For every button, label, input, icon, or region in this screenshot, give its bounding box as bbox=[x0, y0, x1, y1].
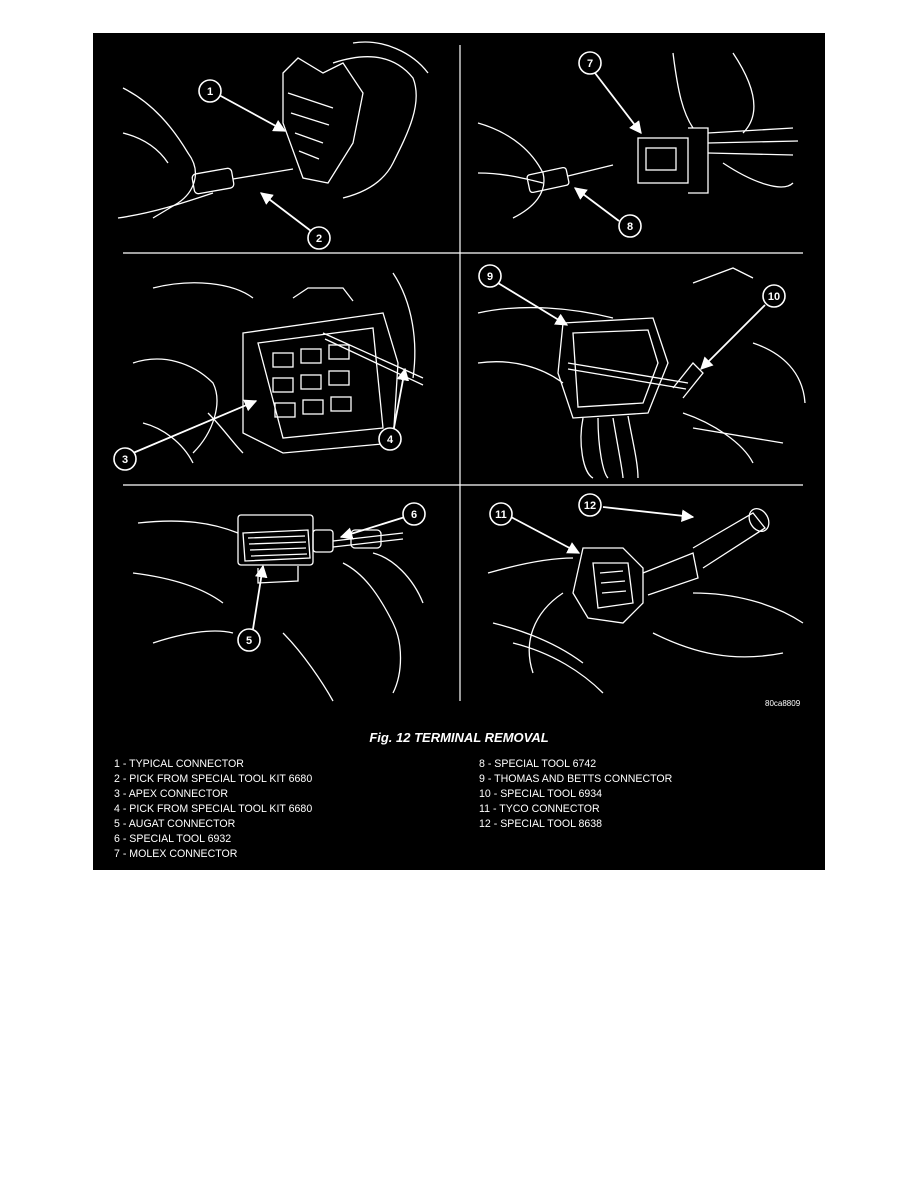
legend-item: 12 - SPECIAL TOOL 8638 bbox=[479, 818, 603, 830]
legend-item: 7 - MOLEX CONNECTOR bbox=[114, 848, 238, 860]
panel-thomas-betts-connector bbox=[478, 268, 805, 478]
callout-label-11: 11 bbox=[495, 509, 507, 521]
legend-item: 10 - SPECIAL TOOL 6934 bbox=[479, 788, 603, 800]
panel-tyco-connector bbox=[488, 505, 803, 693]
callout-arrows bbox=[133, 73, 765, 629]
legend-item: 9 - THOMAS AND BETTS CONNECTOR bbox=[479, 773, 673, 785]
callout-label-1: 1 bbox=[206, 86, 214, 98]
legend-item: 5 - AUGAT CONNECTOR bbox=[114, 818, 236, 830]
legend-item: 11 - TYCO CONNECTOR bbox=[479, 803, 600, 815]
callout-label-4: 4 bbox=[386, 434, 394, 446]
legend-left-column bbox=[114, 757, 312, 862]
callout-label-3: 3 bbox=[121, 454, 129, 466]
legend-right-column bbox=[479, 757, 672, 832]
callout-label-6: 6 bbox=[410, 509, 418, 521]
legend-item: 2 - PICK FROM SPECIAL TOOL KIT 6680 bbox=[114, 773, 313, 785]
callout-label-7: 7 bbox=[586, 58, 594, 70]
legend-item: 6 - SPECIAL TOOL 6932 bbox=[114, 833, 232, 845]
legend-item: 8 - SPECIAL TOOL 6742 bbox=[479, 758, 597, 770]
callout-label-8: 8 bbox=[626, 221, 634, 233]
callout-label-12: 12 bbox=[583, 500, 597, 512]
panel-dividers bbox=[123, 45, 803, 701]
legend-item: 1 - TYPICAL CONNECTOR bbox=[114, 758, 244, 770]
callout-circles bbox=[114, 52, 785, 651]
callout-label-2: 2 bbox=[315, 233, 323, 245]
figure-reference-code: 80ca8809 bbox=[765, 699, 801, 708]
figure-caption: Fig. 12 TERMINAL REMOVAL bbox=[369, 730, 549, 745]
callout-label-9: 9 bbox=[486, 271, 494, 283]
callout-label-10: 10 bbox=[767, 291, 781, 303]
legend-item: 3 - APEX CONNECTOR bbox=[114, 788, 229, 800]
terminal-removal-figure bbox=[93, 33, 825, 870]
panel-augat-connector bbox=[133, 515, 423, 701]
panel-molex-connector bbox=[478, 53, 798, 218]
legend-item: 4 - PICK FROM SPECIAL TOOL KIT 6680 bbox=[114, 803, 313, 815]
callout-label-5: 5 bbox=[245, 635, 253, 647]
panel-typical-connector bbox=[118, 42, 428, 218]
